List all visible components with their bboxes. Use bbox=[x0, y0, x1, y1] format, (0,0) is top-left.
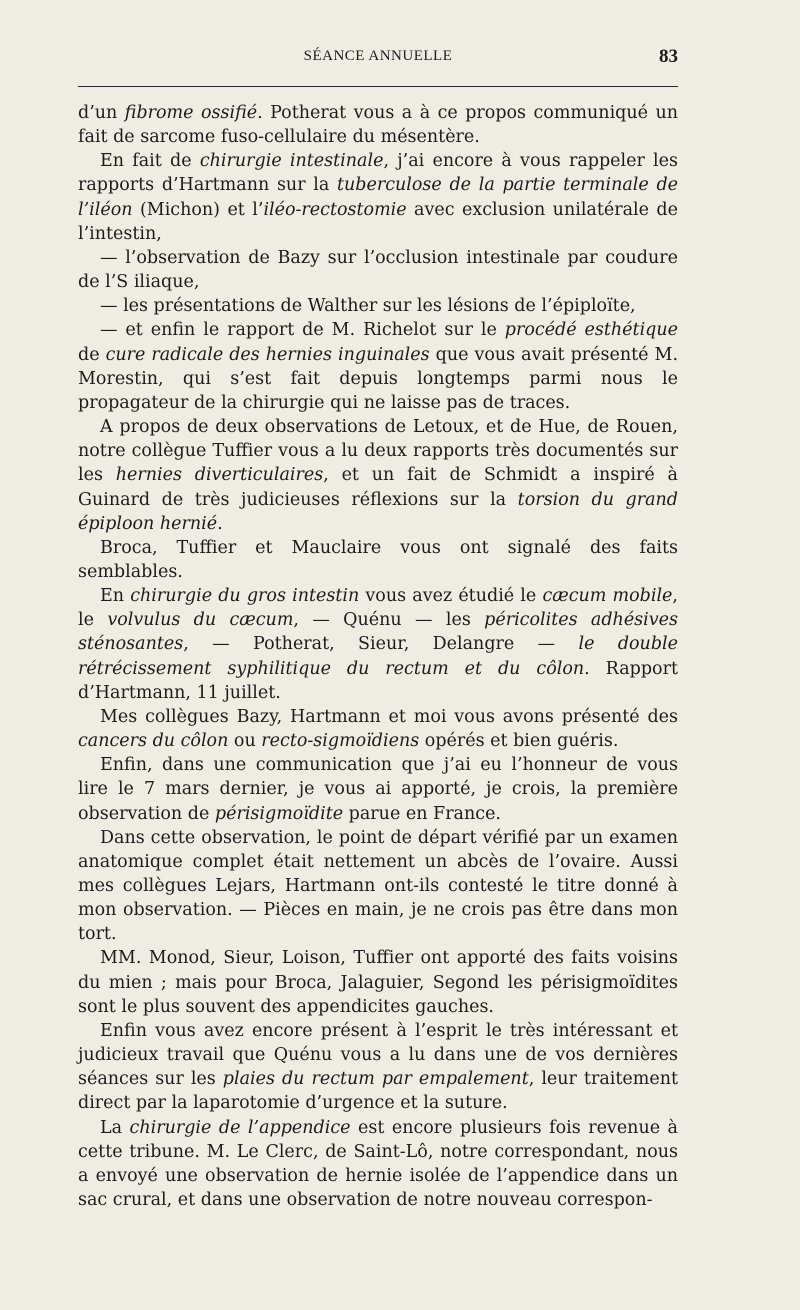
italic-text: cancers du côlon bbox=[78, 731, 229, 752]
italic-text: cæcum mobile bbox=[542, 586, 673, 607]
page-header bbox=[78, 48, 678, 70]
text-run: , leur traitement direct par la laparotomie d’urgence et la suture. bbox=[78, 1069, 678, 1114]
text-run: (Michon) et l’ bbox=[132, 199, 264, 220]
text-run: Broca, Tuffier et Mauclaire vous ont signalé des faits semblables. bbox=[78, 537, 678, 582]
paragraph bbox=[78, 294, 678, 318]
running-head: SÉANCE ANNUELLE bbox=[303, 48, 453, 64]
text-run: , — Quénu — les bbox=[293, 610, 485, 631]
paragraph bbox=[78, 705, 678, 753]
text-run: En bbox=[100, 586, 131, 607]
text-run: , le bbox=[78, 586, 678, 631]
text-run: d’un bbox=[78, 103, 125, 123]
italic-text: hernies diverticulaires bbox=[115, 465, 324, 486]
paragraph bbox=[78, 584, 678, 705]
paragraph bbox=[78, 415, 678, 536]
text-run: A propos de deux observations de Letoux, et de Hue, de Rouen, notre collègue Tuffier vous a lu deux rapports très documentés sur les bbox=[78, 417, 678, 486]
text-run: La bbox=[100, 1117, 130, 1138]
text-run: , et un fait de Schmidt a inspiré à Guinard de très judicieuses réflexions sur la bbox=[78, 465, 678, 510]
paragraph bbox=[78, 318, 678, 415]
text-run: Enfin, dans une communication que j’ai eu l’honneur de vous lire le 7 mars dernier, je vous ai apporté, je crois, la première observation de bbox=[78, 755, 678, 824]
text-run: parue en France. bbox=[343, 803, 501, 824]
text-run: — l’observation de Bazy sur l’occlusion intestinale par coudure de l’S iliaque, bbox=[78, 247, 678, 293]
italic-text: volvulus du cæcum bbox=[107, 610, 294, 631]
paragraph bbox=[78, 246, 678, 294]
text-run: Enfin vous avez encore présent à l’esprit le très intéressant et judicieux travail que Quénu vous a lu dans une de vos dernières séances sur les bbox=[78, 1020, 678, 1090]
italic-text: fibrome ossifié bbox=[124, 103, 258, 123]
italic-text: plaies du rectum par empalement bbox=[222, 1069, 529, 1090]
paragraph bbox=[78, 1019, 678, 1116]
italic-text: torsion du grand épiploon hernié bbox=[78, 489, 678, 534]
text-run: — les présentations de Walther sur les lésions de l’épiploïte, bbox=[100, 296, 636, 317]
italic-text: tuberculose de la partie terminale de l’iléon bbox=[78, 175, 678, 220]
text-run: Mes collègues Bazy, Hartmann et moi vous avons présenté des bbox=[100, 706, 678, 727]
text-run: , j’ai encore à vous rappeler les rapports d’Hartmann sur la bbox=[78, 151, 678, 196]
italic-text: procédé esthétique bbox=[504, 320, 678, 341]
italic-text: chirurgie du gros intestin bbox=[130, 586, 360, 607]
text-run: En fait de bbox=[100, 151, 200, 172]
text-run: MM. Monod, Sieur, Loison, Tuffier ont apporté des faits voisins du mien ; mais pour Broca, Jalaguier, Segond les périsigmoïdites sont le plus souvent des appendicites gauches. bbox=[78, 948, 678, 1017]
paragraph bbox=[78, 946, 678, 1018]
text-run: Dans cette observation, le point de départ vérifié par un examen anatomique complet était nettement un abcès de l’ovaire. Aussi mes collègues Lejars, Hartmann ont-ils contesté le titre donné à mon observation. — Pièces en main, je ne crois pas être dans mon tort. bbox=[78, 827, 678, 945]
italic-text: périsigmoïdite bbox=[214, 803, 344, 824]
paragraph bbox=[78, 149, 678, 246]
paragraph bbox=[78, 826, 678, 947]
text-run: vous avez étudié le bbox=[359, 586, 543, 607]
header-rule bbox=[78, 86, 678, 87]
italic-text: chirurgie intestinale bbox=[199, 151, 384, 172]
paragraph bbox=[78, 753, 678, 825]
body-text bbox=[78, 101, 678, 1212]
italic-text: recto-sigmoïdiens bbox=[261, 731, 420, 752]
italic-text: le double rétrécissement syphilitique du rectum et du côlon bbox=[78, 634, 678, 679]
text-run: opérés et bien guéris. bbox=[419, 731, 619, 752]
text-run: ou bbox=[228, 731, 262, 752]
italic-text: péricolites adhésives sténosantes bbox=[78, 610, 678, 655]
text-run: . bbox=[217, 513, 223, 534]
italic-text: cure radicale des hernies inguinales bbox=[105, 344, 430, 365]
italic-text: iléo-rectostomie bbox=[263, 199, 407, 220]
text-run: . Potherat vous a à ce propos communiqué un fait de sarcome fuso-cellulaire du mésentère. bbox=[78, 103, 678, 148]
italic-text: chirurgie de l’appendice bbox=[129, 1117, 351, 1138]
page-number: 83 bbox=[659, 46, 678, 67]
text-run: que vous avait présenté M. Morestin, qui s’est fait depuis longtemps parmi nous le propagateur de la chirurgie qui ne laisse pas de traces. bbox=[78, 344, 679, 413]
text-run: avec exclusion unilatérale de l’intestin, bbox=[78, 199, 678, 244]
text-run: de bbox=[78, 344, 106, 365]
text-run: est encore plusieurs fois revenue à cette tribune. M. Le Clerc, de Saint-Lô, notre correspondant, nous a envoyé une observation de hernie isolée de l’appendice dans un sac crural, et dans une observation de notre nouveau correspon- bbox=[78, 1117, 678, 1211]
paragraph bbox=[78, 536, 678, 584]
text-run: — et enfin le rapport de M. Richelot sur le bbox=[100, 320, 505, 341]
paragraph bbox=[78, 101, 678, 149]
text-run: . Rapport d’Hartmann, 11 juillet. bbox=[78, 658, 678, 703]
text-run: , — Potherat, Sieur, Delangre — bbox=[183, 634, 579, 655]
paragraph bbox=[78, 1116, 678, 1213]
